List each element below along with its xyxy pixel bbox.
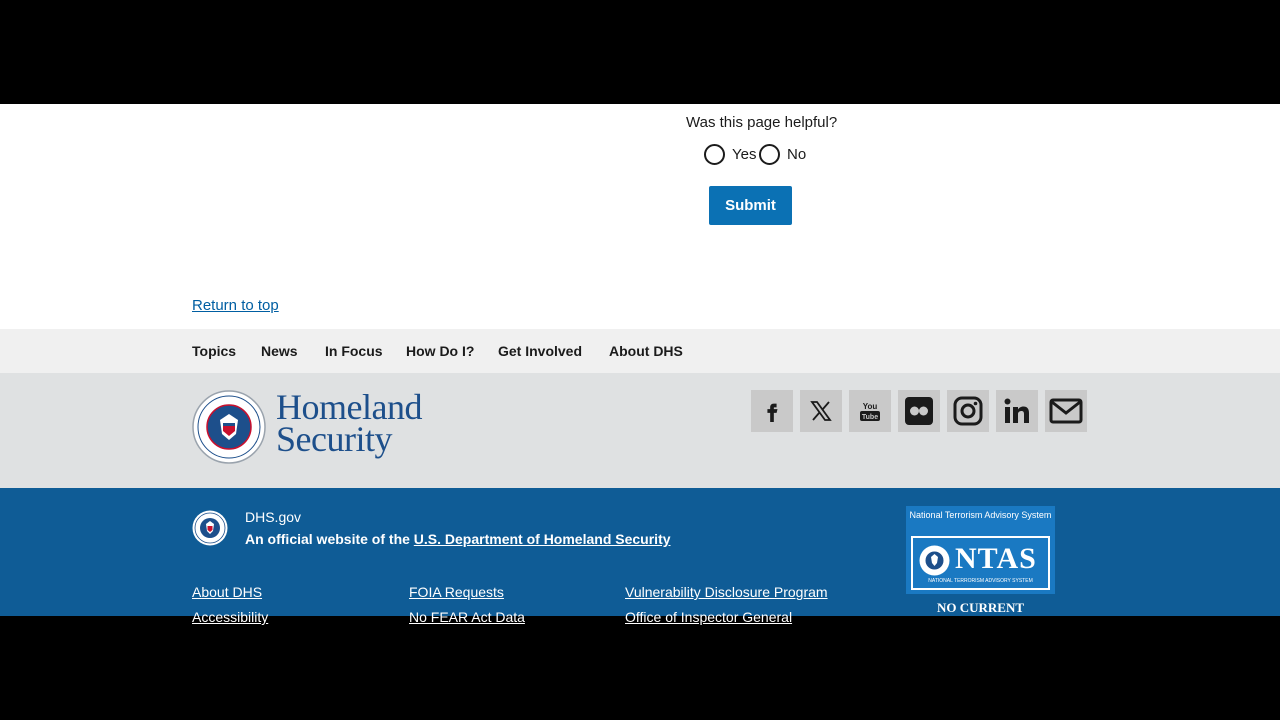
official-prefix: An official website of the — [245, 531, 414, 547]
no-label: No — [787, 146, 807, 163]
return-to-top-link[interactable]: Return to top — [192, 297, 279, 314]
x-icon — [809, 399, 833, 423]
flickr-icon — [904, 396, 934, 426]
youtube-link[interactable] — [849, 390, 891, 432]
footer-nav-about-dhs[interactable]: About DHS — [609, 343, 683, 359]
no-radio[interactable] — [759, 144, 780, 165]
ntas-status: NO CURRENT — [936, 600, 1025, 615]
footer-nav-topics[interactable]: Topics — [192, 343, 237, 359]
submit-button[interactable]: Submit — [709, 186, 792, 225]
footer-nav-news[interactable]: News — [261, 343, 298, 359]
feedback-yes-option[interactable] — [704, 144, 756, 165]
ntas-seal-icon — [919, 545, 950, 576]
x-link[interactable] — [800, 390, 842, 432]
ntas-title: National Terrorism Advisory System — [909, 510, 1052, 520]
wordmark-line-2: Security — [276, 419, 392, 459]
linkedin-link[interactable] — [996, 390, 1038, 432]
dhs-seal-logo[interactable] — [192, 390, 266, 464]
inspector-general-link[interactable]: Office of Inspector General — [625, 609, 793, 625]
youtube-icon — [858, 399, 882, 423]
footer-nav-how-do-i[interactable]: How Do I? — [406, 343, 475, 359]
feedback-question: Was this page helpful? — [686, 114, 838, 131]
facebook-icon — [761, 400, 783, 422]
ntas-subtitle: NATIONAL TERRORISM ADVISORY SYSTEM — [928, 578, 1033, 584]
agency-identifier — [0, 488, 1280, 625]
email-icon — [1049, 398, 1083, 424]
ntas-widget[interactable] — [906, 506, 1055, 594]
agency-link[interactable]: U.S. Department of Homeland Security — [413, 531, 671, 547]
footer-nav-in-focus[interactable]: In Focus — [325, 343, 383, 359]
official-website-text — [245, 531, 671, 547]
footer-nav — [0, 329, 1280, 373]
page-viewport — [0, 104, 1280, 625]
flickr-link[interactable] — [898, 390, 940, 432]
ntas-logo-box — [911, 536, 1050, 590]
foia-requests-link[interactable]: FOIA Requests — [409, 584, 504, 600]
footer-nav-get-involved[interactable]: Get Involved — [498, 343, 583, 359]
homeland-security-wordmark — [276, 387, 422, 459]
feedback-form — [0, 104, 1280, 328]
svg-text:You: You — [862, 402, 878, 411]
yes-label: Yes — [732, 146, 757, 163]
dhs-small-seal-icon — [192, 510, 228, 546]
email-link[interactable] — [1045, 390, 1087, 432]
svg-text:Tube: Tube — [861, 414, 879, 421]
wordmark-line-1: Homeland — [276, 387, 422, 427]
feedback-no-option[interactable] — [759, 144, 806, 165]
ntas-wordmark: NTAS — [955, 542, 1037, 575]
footer-logo-band — [0, 373, 1280, 488]
no-fear-act-link[interactable]: No FEAR Act Data — [409, 609, 525, 625]
yes-radio[interactable] — [704, 144, 725, 165]
accessibility-link[interactable]: Accessibility — [192, 609, 269, 625]
agency-domain: DHS.gov — [245, 509, 302, 525]
instagram-link[interactable] — [947, 390, 989, 432]
vulnerability-disclosure-link[interactable]: Vulnerability Disclosure Program — [625, 584, 828, 600]
linkedin-icon — [1002, 396, 1032, 426]
about-dhs-link[interactable]: About DHS — [192, 584, 263, 600]
instagram-icon — [953, 396, 983, 426]
facebook-link[interactable] — [751, 390, 793, 432]
